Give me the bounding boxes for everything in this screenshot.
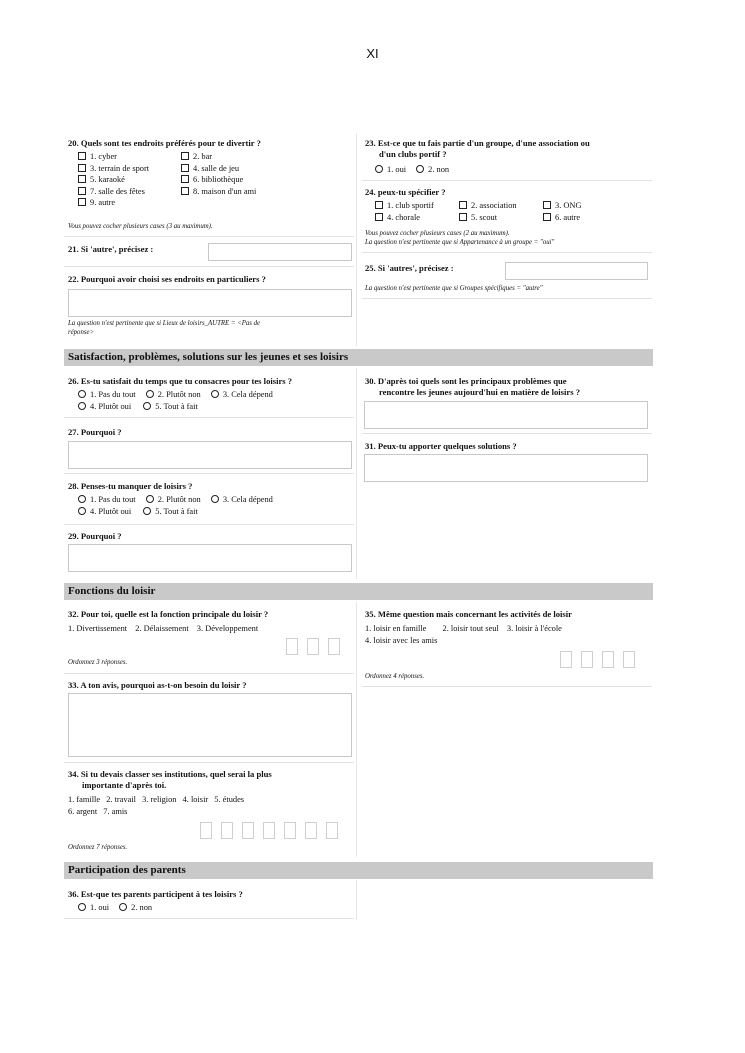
q24-option[interactable]: 5. scout: [459, 212, 517, 224]
q23-options: [375, 164, 449, 176]
divider: [362, 298, 652, 299]
q34-option: 2. travail: [106, 795, 136, 804]
q24-option[interactable]: 2. association: [459, 200, 517, 212]
radio[interactable]: [78, 402, 86, 410]
q28-option[interactable]: 1. Pas du tout: [78, 495, 136, 504]
q34-rank-box[interactable]: [200, 822, 212, 839]
radio[interactable]: [78, 390, 86, 398]
q34-option: 5. études: [214, 795, 245, 804]
q32-rank-box[interactable]: [307, 638, 319, 655]
q34-question: 34. Si tu devais classer ses institutions, quel serai la plus importante d'après toi.: [68, 769, 272, 790]
q32-option: 3. Développement: [196, 624, 259, 633]
q35-option: 3. loisir à l'école: [506, 624, 562, 633]
q34-rank-box[interactable]: [221, 822, 233, 839]
q28-option[interactable]: 3. Cela dépend: [211, 495, 273, 504]
radio[interactable]: [143, 402, 151, 410]
q20-option[interactable]: 3. terrain de sport: [78, 163, 149, 175]
radio[interactable]: [143, 507, 151, 515]
q24-option[interactable]: 4. chorale: [375, 212, 434, 224]
q20-option[interactable]: 1. cyber: [78, 151, 149, 163]
q24-option[interactable]: 1. club sportif: [375, 200, 434, 212]
radio[interactable]: [78, 903, 86, 911]
radio[interactable]: [211, 495, 219, 503]
q20-options-col2: [181, 151, 256, 197]
q36-option[interactable]: 1. oui: [78, 903, 109, 912]
q36-option[interactable]: 2. non: [119, 903, 152, 912]
checkbox[interactable]: [78, 152, 86, 160]
q22-textarea[interactable]: [68, 289, 352, 317]
q20-question: 20. Quels sont tes endroits préférés pour te divertir ?: [68, 138, 261, 148]
checkbox[interactable]: [78, 187, 86, 195]
q28-option[interactable]: 5. Tout à fait: [143, 507, 198, 516]
q26-option[interactable]: 2. Plutôt non: [146, 390, 201, 399]
q32-options: [68, 623, 258, 635]
section-header-participation: Participation des parents: [64, 862, 653, 879]
q22-question: 22. Pourquoi avoir choisi ses endroits en particuliers ?: [68, 274, 266, 284]
checkbox[interactable]: [459, 213, 467, 221]
q20-option[interactable]: 7. salle des fêtes: [78, 186, 149, 198]
checkbox[interactable]: [78, 198, 86, 206]
q26-option[interactable]: 4. Plutôt oui: [78, 402, 131, 411]
q20-option[interactable]: 5. karaoké: [78, 174, 149, 186]
q34-rank-box[interactable]: [305, 822, 317, 839]
q35-rank-box[interactable]: [560, 651, 572, 668]
q24-option[interactable]: 3. ONG: [543, 200, 582, 212]
divider: [362, 433, 652, 434]
q34-option: 4. loisir: [182, 795, 209, 804]
q36-question: 36. Est-que tes parents participent à tes loisirs ?: [68, 889, 243, 899]
radio[interactable]: [375, 165, 383, 173]
q31-textarea[interactable]: [364, 454, 648, 482]
checkbox[interactable]: [181, 187, 189, 195]
q24-note-line: La question n'est pertinente que si Appartenance à un groupe = "oui": [365, 239, 555, 246]
checkbox[interactable]: [375, 213, 383, 221]
q24-options-col2: [459, 200, 517, 223]
q20-option[interactable]: 8. maison d'un ami: [181, 186, 256, 198]
q34-rank-box[interactable]: [284, 822, 296, 839]
q27-question: 27. Pourquoi ?: [68, 427, 122, 437]
checkbox[interactable]: [459, 201, 467, 209]
radio[interactable]: [146, 390, 154, 398]
q22-note-line: réponse>: [68, 329, 95, 336]
divider: [64, 918, 354, 919]
q28-question: 28. Penses-tu manquer de loisirs ?: [68, 481, 193, 491]
q22-note: [68, 319, 260, 337]
column-divider: [356, 880, 357, 920]
column-divider: [356, 602, 357, 857]
divider: [64, 236, 354, 237]
q26-option[interactable]: 1. Pas du tout: [78, 390, 136, 399]
q24-question: 24. peux-tu spécifier ?: [365, 187, 446, 197]
radio[interactable]: [146, 495, 154, 503]
checkbox[interactable]: [543, 201, 551, 209]
q35-note: Ordonnez 4 réponses.: [365, 673, 425, 680]
q35-options: [365, 623, 562, 646]
column-divider: [356, 133, 357, 346]
radio[interactable]: [119, 903, 127, 911]
divider: [64, 266, 354, 267]
q35-rank-box[interactable]: [581, 651, 593, 668]
q35-rank-box[interactable]: [602, 651, 614, 668]
checkbox[interactable]: [181, 152, 189, 160]
q26-options: [78, 389, 273, 412]
q34-rank-box[interactable]: [326, 822, 338, 839]
q28-option[interactable]: 2. Plutôt non: [146, 495, 201, 504]
q32-rank-box[interactable]: [286, 638, 298, 655]
divider: [64, 762, 354, 763]
q29-textarea[interactable]: [68, 544, 352, 572]
q34-options: [68, 794, 244, 817]
q20-note: Vous pouvez cocher plusieurs cases (3 au maximum).: [68, 223, 213, 230]
q34-rank-box[interactable]: [242, 822, 254, 839]
q32-note: Ordonnez 3 réponses.: [68, 659, 128, 666]
radio[interactable]: [416, 165, 424, 173]
q34-rank-box[interactable]: [263, 822, 275, 839]
divider: [64, 524, 354, 525]
q24-note-line: Vous pouvez cocher plusieurs cases (2 au maximum).: [365, 230, 510, 237]
q29-question: 29. Pourquoi ?: [68, 531, 122, 541]
q26-option[interactable]: 3. Cela dépend: [211, 390, 273, 399]
q34-option: 3. religion: [142, 795, 177, 804]
section-header-satisfaction: Satisfaction, problèmes, solutions sur les jeunes et ses loisirs: [64, 349, 653, 366]
divider: [362, 252, 652, 253]
q30-textarea[interactable]: [364, 401, 648, 429]
q26-question: 26. Es-tu satisfait du temps que tu consacres pour tes loisirs ?: [68, 376, 293, 386]
radio[interactable]: [78, 507, 86, 515]
q25-note: La question n'est pertinente que si Groupes spécifiques = "autre": [365, 285, 543, 292]
checkbox[interactable]: [78, 175, 86, 183]
q28-option[interactable]: 4. Plutôt oui: [78, 507, 131, 516]
q21-question: 21. Si 'autre', précisez :: [68, 244, 154, 254]
q20-option[interactable]: 6. bibliothèque: [181, 174, 256, 186]
divider: [64, 473, 354, 474]
q32-rank-box[interactable]: [328, 638, 340, 655]
q34-note: Ordonnez 7 réponses.: [68, 844, 128, 851]
q25-question: 25. Si 'autres', précisez :: [365, 263, 454, 273]
q24-options-col1: [375, 200, 434, 223]
q28-options: [78, 494, 273, 517]
column-divider: [356, 368, 357, 579]
q20-option[interactable]: 4. salle de jeu: [181, 163, 256, 175]
q36-options: [78, 902, 152, 914]
q23-option[interactable]: 1. oui: [375, 165, 406, 174]
q25-input[interactable]: [505, 262, 648, 280]
q24-options-col3: [543, 200, 582, 223]
divider: [362, 686, 652, 687]
q21-input[interactable]: [208, 243, 352, 261]
q34-option: 7. amis: [103, 806, 128, 816]
q24-note: [365, 229, 554, 247]
section-header-fonctions: Fonctions du loisir: [64, 583, 653, 600]
divider: [64, 673, 354, 674]
divider: [362, 180, 652, 181]
checkbox[interactable]: [375, 201, 383, 209]
q32-question: 32. Pour toi, quelle est la fonction principale du loisir ?: [68, 609, 269, 619]
q20-option[interactable]: 2. bar: [181, 151, 256, 163]
q35-option: 2. loisir tout seul: [442, 624, 499, 633]
q20-options-col1: [78, 151, 149, 209]
checkbox[interactable]: [181, 175, 189, 183]
q27-textarea[interactable]: [68, 441, 352, 469]
radio[interactable]: [78, 495, 86, 503]
radio[interactable]: [211, 390, 219, 398]
divider: [64, 417, 354, 418]
q35-option: 4. loisir avec les amis: [365, 635, 438, 645]
q23-option[interactable]: 2. non: [416, 165, 449, 174]
page-number: XI: [366, 46, 379, 61]
q26-option[interactable]: 5. Tout à fait: [143, 402, 198, 411]
q22-note-line: La question n'est pertinente que si Lieux de loisirs_AUTRE = <Pas de: [68, 320, 261, 327]
q24-option[interactable]: 6. autre: [543, 212, 582, 224]
q34-option: 1. famille: [68, 795, 101, 804]
checkbox[interactable]: [543, 213, 551, 221]
q35-option: 1. loisir en famille: [365, 624, 427, 633]
q35-rank-box[interactable]: [623, 651, 635, 668]
checkbox[interactable]: [181, 164, 189, 172]
q31-question: 31. Peux-tu apporter quelques solutions ?: [365, 441, 517, 451]
q20-option[interactable]: 9. autre: [78, 197, 149, 209]
checkbox[interactable]: [78, 164, 86, 172]
q33-textarea[interactable]: [68, 693, 352, 757]
q32-option: 2. Délaissement: [135, 624, 189, 633]
q23-question: 23. Est-ce que tu fais partie d'un groupe, d'une association ou d'un clubs portif ?: [365, 138, 590, 159]
q30-question: 30. D'après toi quels sont les principaux problèmes que rencontre les jeunes aujourd'hui en matière de loisirs ?: [365, 376, 580, 397]
q34-option: 6. argent: [68, 806, 98, 816]
q32-option: 1. Divertissement: [68, 624, 128, 633]
q35-question: 35. Même question mais concernant les activités de loisir: [365, 609, 572, 619]
q33-question: 33. A ton avis, pourquoi as-t-on besoin du loisir ?: [68, 680, 247, 690]
